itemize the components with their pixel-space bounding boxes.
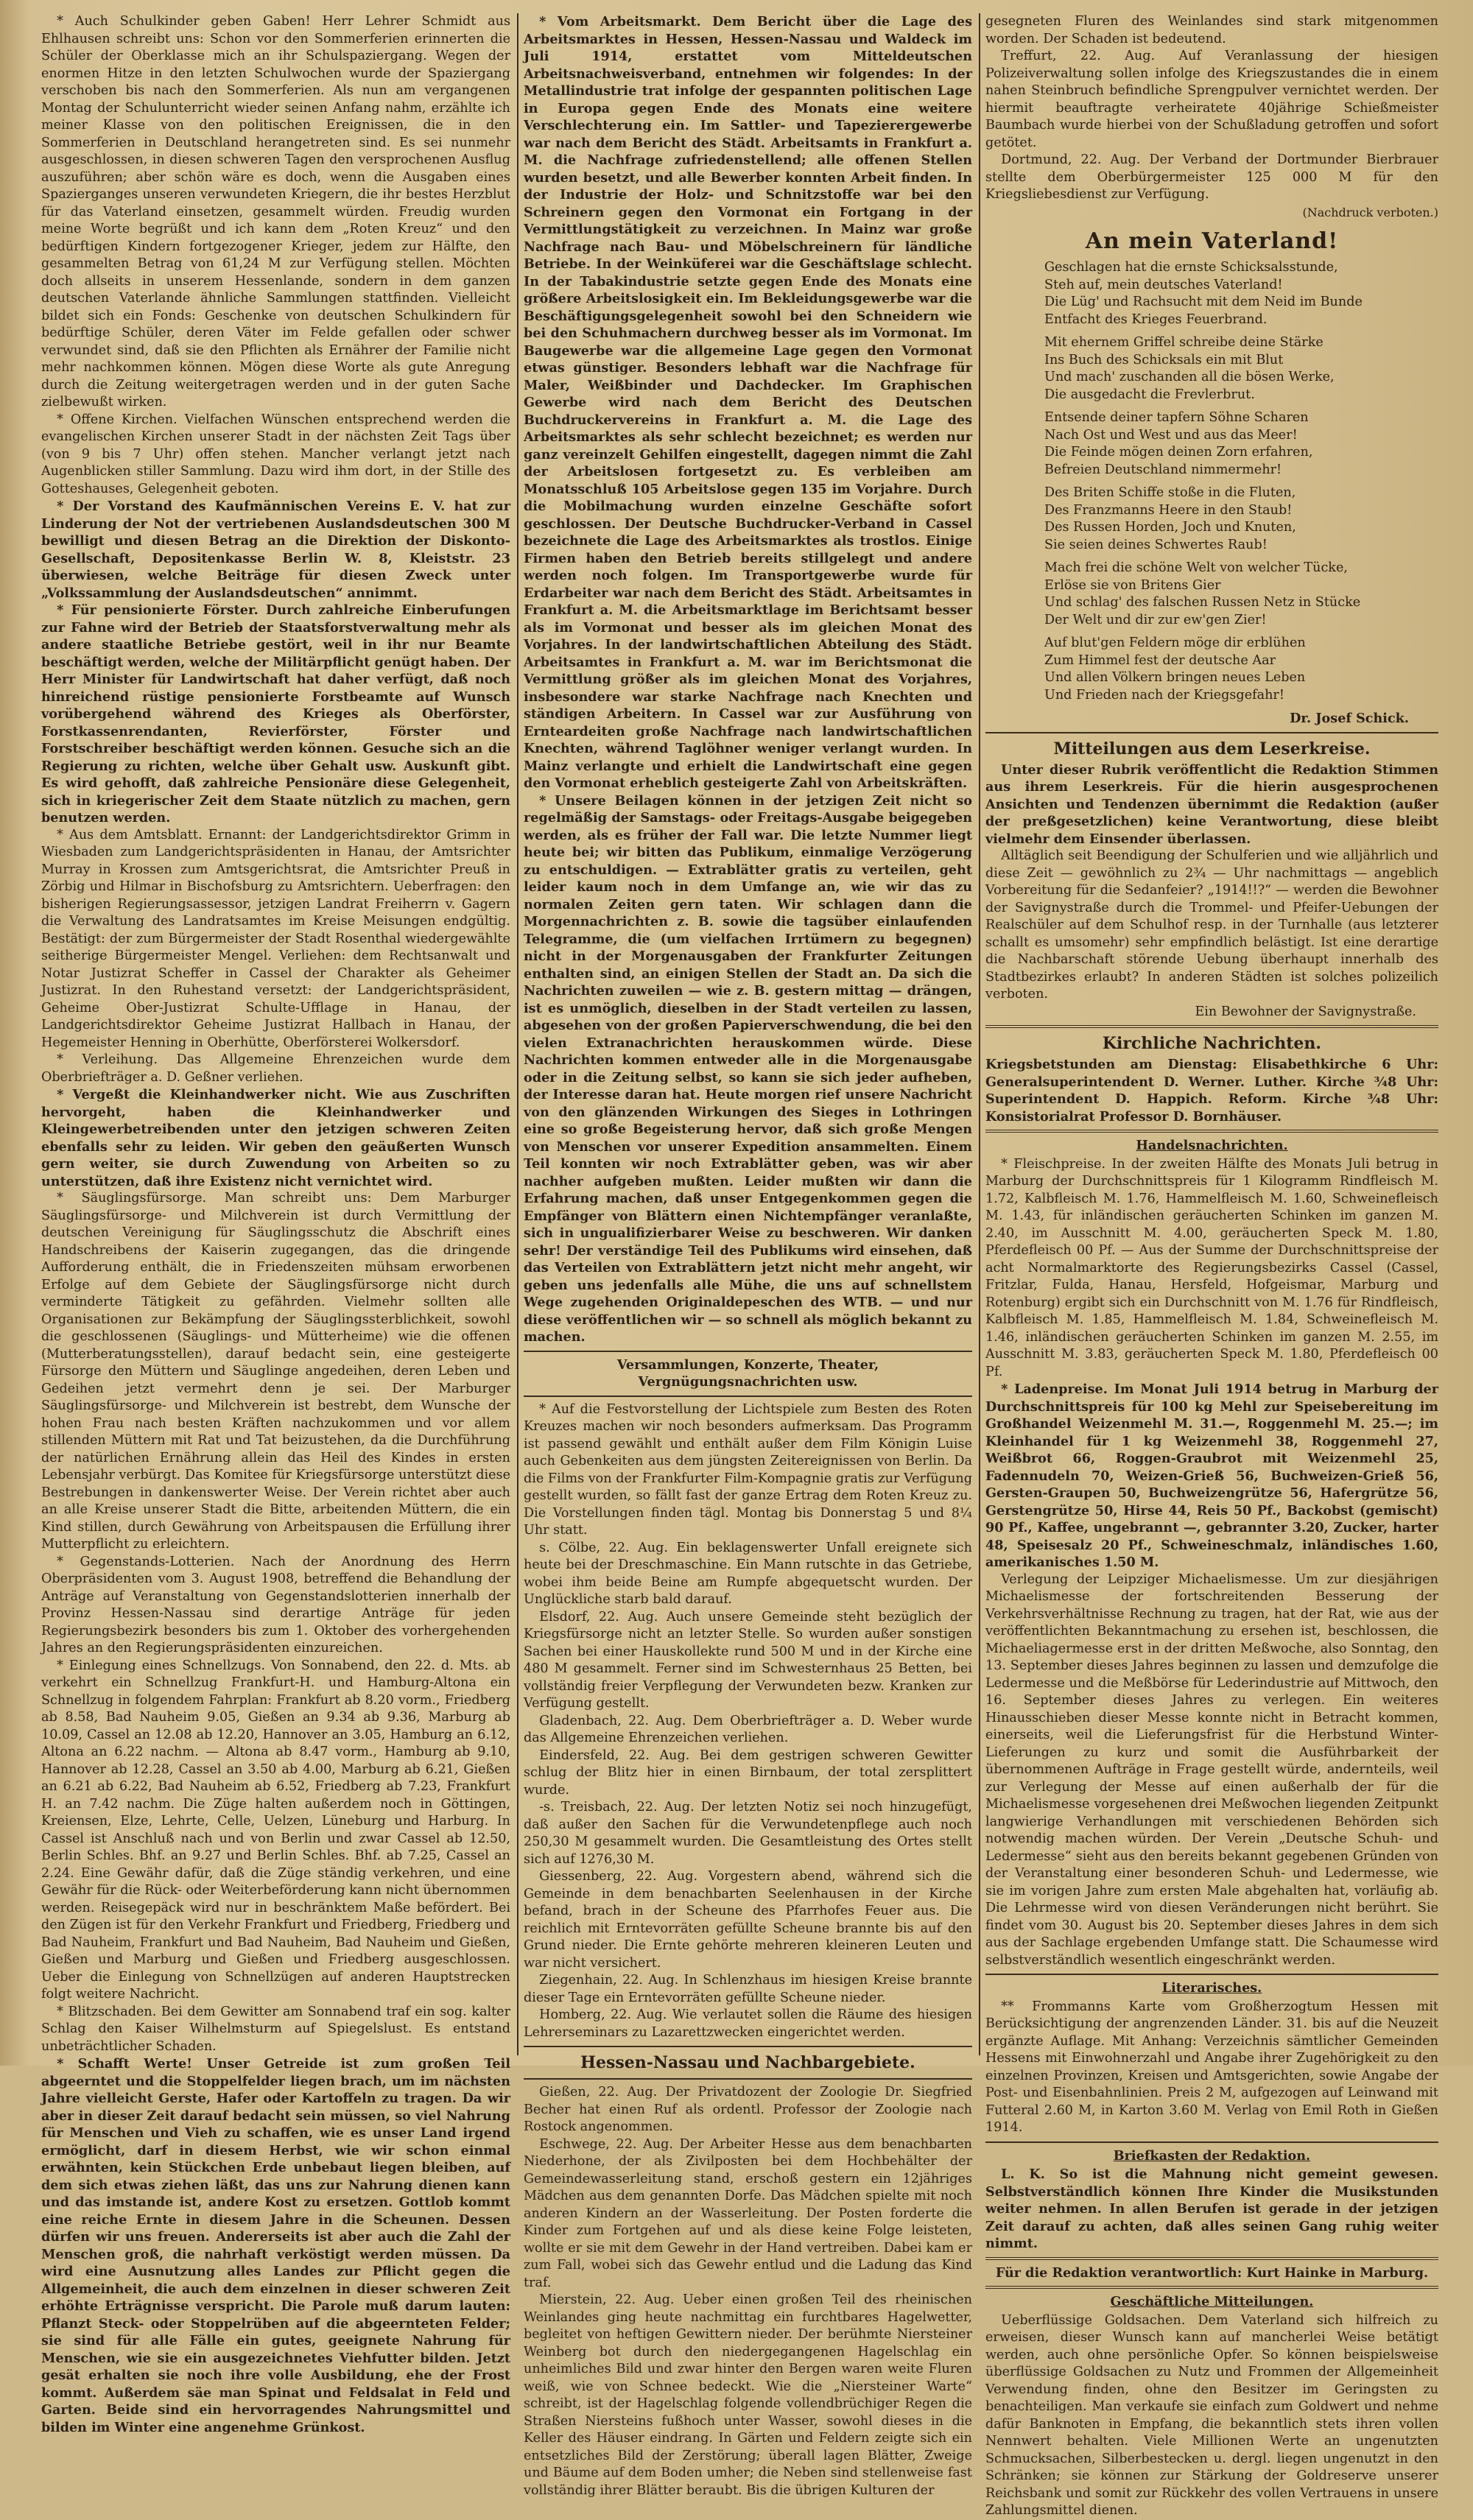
poem-stanza	[985, 560, 1438, 629]
poem-stanza	[985, 259, 1438, 328]
poem-author: Dr. Josef Schick.	[1290, 711, 1409, 726]
article-arbeitsmarkt: * Vom Arbeitsmarkt. Dem Bericht über die Lage des Arbeitsmarktes in Hessen, Hessen-Nassau und Waldeck im Juli 1914, erstattet vom Mitteldeutschen Arbeitsnachweisverband, entnehmen wir folgendes: In der Metallindustrie trat infolge der gespannten politischen Lage in Europa gegen Ende des Monats eine weitere Verschlechterung ein. Im Sattler- und Tapezierergewerbe war nach dem Bericht des Städt. Arbeitsamts in Frankfurt a. M. die Nachfrage zufriedenstellend; alle offenen Stellen wurden besetzt, und alle Bewerber konnten Arbeit finden. In der Industrie der Holz- und Schnitzstoffe war bei den Schreinern gegen den Vormonat ein Fortgang in der Vermittlungstätigkeit zu verzeichnen. In Mainz war große Nachfrage nach Bau- und Möbelschreinern für ländliche Betriebe. In der Weinküferei war die Geschäftslage schlecht. In der Tabakindustrie setzte gegen Ende des Monats eine größere Arbeitslosigkeit ein. Im Bekleidungsgewerbe war die Beschäftigungsgelegenheit sowohl bei den Schneidern wie bei den Schuhmachern durchweg besser als im Vormonat. Im Baugewerbe war die allgemeine Lage gegen den Vormonat etwas günstiger. Besonders lebhaft war die Nachfrage für Maler, Weißbinder und Dachdecker. Im Graphischen Gewerbe wird nach dem Bericht des Deutschen Buchdruckervereins in Frankfurt a. M. die Lage des Arbeitsmarktes als sehr schlecht bezeichnet; es werden nur ganz vereinzelt Gehilfen eingestellt, dagegen nimmt die Zahl der Arbeitslosen fortgesetzt zu. Es verbleiben am Monatsschluß 105 Arbeitslose gegen 135 im Vorjahre. Durch die Mobilmachung wurden einzelne Geschäfte sofort geschlossen. Der Deutsche Buchdrucker-Verband in Cassel bezeichnete die Lage des Arbeitsmarktes als trostlos. Einige Firmen haben den Betrieb bereits stillgelegt und andere werden noch folgen. Im Transportgewerbe wurde für Erdarbeiter war nach dem Bericht des Städt. Arbeitsamtes in Frankfurt a. M. die Arbeitsmarktlage im Berichtsamt besser als im Vormonat und besser als im gleichen Monat des Vorjahres. In der landwirtschaftlichen Abteilung des Städt. Arbeitsamtes in Frankfurt a. M. war im Berichtsmonat die Vermittlung größer als im gleichen Monat des Vorjahres, insbesondere war starke Nachfrage nach Knechten und ständigen Arbeitern. In Cassel war zur Ausführung von Ernteardeiten große Nachfrage nach landwirtschaftlichen Knechten, während Taglöhner weniger verlangt wurden. In Mainz verlangte und erhielt die Landwirtschaft eine gegen den Vormonat erheblich gesteigerte Zahl von Arbeitskräften.	[524, 14, 972, 791]
poem-stanza	[985, 485, 1438, 554]
poem-line: Ins Buch des Schicksals ein mit Blut	[1044, 352, 1284, 367]
poem-line: Und schlag' des falschen Russen Netz in Stücke	[1044, 595, 1361, 610]
article-verleihung: * Verleihung. Das Allgemeine Ehrenzeichen wurde dem Oberbriefträger a. D. Geßner verliehen.	[41, 1052, 510, 1085]
article-offene-kirchen: * Offene Kirchen. Vielfachen Wünschen entsprechend werden die evangelischen Kirchen unserer Stadt in der nächsten Zeit Tags über (von 9 bis 7 Uhr) offen stehen. Mancher verlangt jetzt nach Augenblicken stiller Sammlung. Dazu wird ihm dort, in der Stille des Gotteshauses, Gelegenheit geboten.	[41, 412, 510, 496]
editor-note: Für die Redaktion verantwortlich: Kurt Hainke in Marburg.	[995, 2264, 1429, 2281]
poem-line: Steh auf, mein deutsches Vaterland!	[1044, 277, 1283, 292]
article-treisbach: -s. Treisbach, 22. Aug. Der letzten Notiz sei noch hinzugefügt, daß außer den Sachen für die Verwundetenpflege auch noch 250,30 M gesammelt wurden. Die Gesamtleistung des Ortes stellt sich auf 1276,30 M.	[524, 1800, 972, 1867]
article-blitzschaden: * Blitzschaden. Bei dem Gewitter am Sonnabend traf ein sog. kalter Schlag den Kaiser Wilhelmsturm auf Spiegelslust. Es entstand unbeträchtlicher Schaden.	[41, 2004, 510, 2054]
poem-line: Entfacht des Krieges Feuerbrand.	[1044, 312, 1268, 327]
poem-line: Die ausgedacht die Frevlerbrut.	[1044, 387, 1255, 402]
poem-line: Erlöse sie von Britens Gier	[1044, 577, 1221, 593]
article-ziegenhain: Ziegenhain, 22. Aug. In Schlenzhaus im hiesigen Kreise brannte dieser Tage ein Erntevorräten gefüllte Scheune nieder.	[524, 1973, 972, 2005]
briefkasten-text: L. K. So ist die Mahnung nicht gemeint gewesen. Selbstverständlich können Ihre Kinder die Musikstunden weiter nehmen. In allen Berufen ist gerade in der jetzigen Zeit darauf zu achten, daß alles seinen Gang ruhig weiter nimmt.	[985, 2167, 1438, 2251]
poem-stanza	[985, 334, 1438, 404]
divider	[985, 1130, 1438, 1133]
poem	[985, 259, 1438, 704]
section-heading-kirchliche: Kirchliche Nachrichten.	[1102, 1034, 1322, 1053]
article-schulkinder: * Auch Schulkinder geben Gaben! Herr Lehrer Schmidt aus Ehlhausen schreibt uns: Schon vor den Sommerferien erinnerten die Schüler der Oberklasse mich an ihr Schulspaziergang. Wegen der enormen Hitze in den letzten Schulwochen wurde der Spaziergang verschoben bis nach den Sommerferien. Als nun am vergangenen Montag der Schulunterricht wieder seinen Anfang nahm, erzählte ich meiner Klasse von den politischen Ereignissen, die in den Sommerferien in Deutschland herangetreten sind. Es sei nunmehr ausgeschlossen, in diesen schweren Tagen den versprochenen Ausflug auszuführen; aber schön wäre es doch, wenn die Ausgaben eines Spazierganges unseren verwundeten Kriegern, die ihr bestes Herzblut für das Vaterland einsetzen, gesammelt würden. Freudig wurden meine Worte begrüßt und ich kann dem „Roten Kreuz“ und den bedürftigen Kindern fortgezogener Krieger, jedem zur Hälfte, den gesammelten Betrag von 61,24 M zur Verfügung stellen. Möchten doch allseits in unserem Hessenlande, sondern in dem ganzen deutschen Vaterlande ähnliche Sammlungen stattfinden. Vielleicht bildet sich ein Fonds: Geschenke von deutschen Schulkindern für bedürftige Schüler, deren Väter im Felde gefallen oder schwer verwundet sind, daß sie den Pflichten als Ernährer der Familie nicht mehr nachkommen können. Mögen diese Worte als gute Anregung durch die Zeitung weitergetragen werden und in der guten Sache zielbewußt wirken.	[41, 14, 510, 409]
poem-line: Des Russen Horden, Joch und Knuten,	[1044, 520, 1296, 535]
divider	[524, 2046, 972, 2047]
kirche-text: Kriegsbetstunden am Dienstag: Elisabethkirche 6 Uhr: Generalsuperintendent D. Werner. Luther. Kirche ¾8 Uhr: Superintendent D. Happich. Reform. Kirche ¾8 Uhr: Konsistorialrat Professor D. Bornhäuser.	[985, 1057, 1438, 1125]
poem-stanza	[985, 635, 1438, 704]
poem-line: Sie seien deines Schwertes Raub!	[1044, 537, 1268, 552]
article-mierstein: Mierstein, 22. Aug. Ueber einen großen Teil des rheinischen Weinlandes ging heute nachmittag ein furchtbares Hagelwetter, begleitet von heftigen Gewittern nieder. Der berühmte Niersteiner Weinberg bot durch den niedergegangenen Hagelschlag ein unheimliches Bild und zwar hinter den Bergen waren weite Fluren weiß, wie von Schnee bedeckt. Wie die „Niersteiner Warte“ schreibt, ist der Hagelschlag folgende vollendbrüchiger Regen die Straßen Niersteins fußhoch unter Wasser, sowohl dieses in die Keller des Häuser eindrang. In Gärten und Feldern zeigte sich ein entsetzliches Bild der Zerstörung; überall lagen Blätter, Zweige und Bäume auf dem Boden umher; die Neben sind stellenweise fast vollständig ihrer Blätter beraubt. Bis die übrigen Kulturen der	[524, 2292, 972, 2498]
section-heading-geschaeftlich: Geschäftliche Mitteilungen.	[1110, 2294, 1314, 2309]
divider	[985, 1974, 1438, 1975]
poem-line: Die Lüg' und Rachsucht mit dem Neid im Bunde	[1044, 295, 1363, 309]
article-eschwege: Eschwege, 22. Aug. Der Arbeiter Hesse aus dem benachbarten Niederhone, der als Zivilposten bei dem Hochbehälter der Gemeindewasserleitung stand, erschoß gestern ein 12jähriges Mädchen aus dem genannten Dorfe. Das Mädchen spielte mit noch anderen Kindern an der Wasserleitung. Der Posten forderte die Kinder zum Fortgehen auf und als diese keine Folge leisteten, wollte er sie mit dem Gewehr in der Hand vertreiben. Dabei kam er zum Fall, wobei sich das Gewehr entlud und die Ladung das Kind traf.	[524, 2136, 972, 2290]
poem-line: Mach frei die schöne Welt von welcher Tücke,	[1044, 560, 1348, 575]
section-heading-versammlungen: Versammlungen, Konzerte, Theater, Vergnügungsnachrichten usw.	[616, 1356, 879, 1390]
column-right	[985, 13, 1438, 2518]
poem-line: Und Frieden nach der Kriegsgefahr!	[1044, 687, 1284, 703]
poem-line: Und allen Völkern bringen neues Leben	[1044, 670, 1306, 685]
article-homberg: Homberg, 22. Aug. Wie verlautet sollen die Räume des hiesigen Lehrerseminars zu Lazarettzwecken eingerichtet werden.	[524, 2007, 972, 2040]
article-giessenberg: Giessenberg, 22. Aug. Vorgestern abend, während sich die Gemeinde in dem benachbarten Seelenhausen in der Kirche befand, brach in der Scheune des Pfarrhofes Feuer aus. Die reichlich mit Erntevorräten gefüllte Scheune brannte bis auf den Grund nieder. Die Ernte gehörte mehreren kleineren Leuten und war nicht versichert.	[524, 1869, 972, 1971]
column-rule	[517, 13, 518, 2055]
poem-line: Befreien Deutschland nimmermehr!	[1044, 462, 1282, 477]
leserkreis-disclaimer: Unter dieser Rubrik veröffentlicht die Redaktion Stimmen aus ihrem Leserkreis. Für die hierin ausgesprochenen Ansichten und Tendenzen übernimmt die Redaktion (außer der preßgesetzlichen) keine Verantwortung, diese bleibt vielmehr dem Einsender überlassen.	[985, 761, 1438, 847]
article-amtsblatt: * Aus dem Amtsblatt. Ernannt: der Landgerichtsdirektor Grimm in Wiesbaden zum Landgerichtspräsidenten in Hanau, der Amtsrichter Murray in Krossen zum Amtsgerichtsrat, die Amtsrichter Preuß in Zörbig und Hilmar in Bischofsburg zu Amtsrichtern. Ueberfragen: den bisherigen Regierungsassessor, jetzigen Landrat Freiherrn v. Gagern die Verwaltung des Landratsamtes im Kreise Meisungen endgültig. Bestätigt: der zum Bürgermeister der Stadt Rosenthal wiedergewählte seitherige Bürgermeister Mengel. Verliehen: dem Rechtsanwalt und Notar Justizrat Scheffer in Cassel der Charakter als Geheimer Justizrat. In den Ruhestand versetzt: der Landgerichtspräsident, Geheime Ober-Justizrat Schulte-Ufflage in Hanau, der Landgerichtsdirektor Geheime Justizrat Hallbach in Hanau, der Hegemeister Henning in Oberhütte, Oberförsterei Wolkersdorf.	[41, 827, 510, 1050]
poem-line: Des Briten Schiffe stoße in die Fluten,	[1044, 485, 1296, 500]
poem-line: Geschlagen hat die ernste Schicksalsstunde,	[1044, 260, 1338, 275]
article-gladenbach: Gladenbach, 22. Aug. Dem Oberbriefträger a. D. Weber wurde das Allgemeine Ehrenzeichen verliehen.	[524, 1713, 972, 1745]
section-heading-hessen-nassau: Hessen-Nassau und Nachbargebiete.	[580, 2053, 915, 2072]
section-heading-leserkreis: Mitteilungen aus dem Leserkreise.	[1053, 739, 1371, 759]
article-lotterien: * Gegenstands-Lotterien. Nach der Anordnung des Herrn Oberpräsidenten vom 3. August 1908, betreffend die Behandlung der Anträge auf Veranstaltung von Gegenstandslotterien innerhalb der Provinz Hessen-Nassau sind derartige Anträge für jeden Regierungsbezirk besonders bis zum 1. Oktober des vorhergehenden Jahres an den Regierungspräsidenten einzureichen.	[41, 1554, 510, 1655]
poem-line: Entsende deiner tapfern Söhne Scharen	[1044, 410, 1309, 425]
poem-line: Auf blut'gen Feldern möge dir erblühen	[1044, 636, 1306, 650]
section-heading-handel: Handelsnachrichten.	[1136, 1138, 1288, 1153]
literarisches-text: ** Frommanns Karte vom Großherzogtum Hessen mit Berücksichtigung der angrenzenden Länder. 31. bis auf die Neuzeit ergänzte Auflage. Mit Anhang: Verzeichnis sämtlicher Gemeinden Hessens mit Einwohnerzahl und Angabe ihrer Zugehörigkeit zu den einzelnen Provinzen, Kreisen und Amtsgerichten, sowie Angabe der Post- und Eisenbahnlinien. Preis 2 M, aufgezogen auf Leinwand mit Futteral 2.60 M, in Karton 3.60 M. Verlag von Emil Roth in Gießen 1914.	[985, 1999, 1438, 2135]
reprint-notice: (Nachdruck verboten.)	[1302, 205, 1438, 219]
column-rule	[979, 13, 980, 2055]
divider	[524, 2078, 972, 2080]
poem-line: Der Welt und dir zur ew'gen Zier!	[1044, 612, 1267, 627]
poem-line: Zum Himmel fest der deutsche Aar	[1044, 652, 1276, 668]
section-heading-literarisches: Literarisches.	[1161, 1980, 1262, 1996]
poem-title: An mein Vaterland!	[1085, 228, 1339, 254]
handel-ladenpreise: * Ladenpreise. Im Monat Juli 1914 betrug in Marburg der Durchschnittspreis für 100 kg Mehl zur Speisebereitung im Großhandel Weizenmehl M. 31.—, Roggenmehl M. 25.—; im Kleinhandel für 1 kg Weizenmehl 38, Roggenmehl 27, Weißbrot 66, Roggen-Graubrot mit Weizenmehl 25, Fadennudeln 70, Weizen-Grieß 56, Buchweizen-Grieß 56, Gersten-Graupen 50, Buchweizengrütze 56, Hafergrütze 56, Gerstengrütze 50, Hirse 44, Reis 50 Pf., Backobst (gemischt) 90 Pf., Kaffee, ungebrannt —, gebrannter 3.20, Zucker, harter 48, Speisesalz 20 Pf., Schweineschmalz, inländisches 1.60, amerikanisches 1.50 M.	[985, 1382, 1438, 1570]
divider	[524, 1351, 972, 1352]
handel-michaelismesse: Verlegung der Leipziger Michaelismesse. Um zur diesjährigen Michaelismesse der fortschreitenden Besserung der Verkehrsverhältnisse Rechnung zu tragen, hat der Rat, wie aus der veröffentlichten Bekanntmachung zu ersehen ist, beschlossen, die Michaeliagermesse erst in der dritten Meßwoche, also Sonntag, den 13. September dieses Jahres beginnen zu lassen und demzufolge die Ledermesse und die Meßbörse für Lederindustrie auf Mittwoch, den 16. September dieses Jahres zu verlegen. Ein weiteres Hinausschieben dieser Messe konnte nicht in Betracht kommen, einerseits, weil die Lieferungsfrist für die Herbstund Winter-Lieferungen zu kurz und somit die Ausführbarkeit der übernommenen Aufträge in Frage gestellt würde, andernteils, weil zur Verlegung der Messe auf einen außerhalb der für die Michaelismesse vorgesehenen drei Meßwochen liegenden Zeitpunkt langwierige Verhandlungen mit verschiedenen Behörden sich notwendig machen würden. Der Verein „Deutsche Schuh- und Ledermesse“ sieht aus den bereits bekannt gegebenen Gründen von der Veranstaltung einer besonderen Schuh- und Ledermesse, wie sie im vorigen Jahre zum ersten Male abgehalten hat, vorläufig ab. Die Lehrmesse wird von diesen Veränderungen nicht berührt. Sie findet vom 30. August bis 20. September dieses Jahres in dem sich aus der Sachlage ergebenden Umfange statt. Die Schaumesse wird selbstverständlich wesentlich eingeschränkt werden.	[985, 1572, 1438, 1968]
article-dortmund: Dortmund, 22. Aug. Der Verband der Dortmunder Bierbrauer stellte dem Oberbürgermeister 125 000 M für den Kriegsliebesdienst zur Verfügung.	[985, 152, 1438, 202]
article-treffurt: Treffurt, 22. Aug. Auf Veranlassung der hiesigen Polizeiverwaltung sollen infolge des Kriegszustandes die in einem nahen Steinbruch befindliche Sprengpulver vernichtet werden. Der hiermit beauftragte verheiratete 40jährige Schießmeister Baumbach wurde hierbei von der Schußladung getroffen und sofort getötet.	[985, 49, 1438, 150]
column-left	[41, 13, 510, 2435]
article-coelbe: s. Cölbe, 22. Aug. Ein beklagenswerter Unfall ereignete sich heute bei der Dreschmaschine. Ein Mann rutschte in das Getriebe, wobei ihm beide Beine am Rumpfe abgequetscht wurden. Der Unglückliche starb bald darauf.	[524, 1540, 972, 1607]
geschaeftlich-text: Ueberflüssige Goldsachen. Dem Vaterland sich hilfreich zu erweisen, dieser Wunsch kann auf mancherlei Weise betätigt werden, auch ohne persönliche Opfer. So können beispielsweise überflüssige Goldsachen zu Nutz und Frommen der Allgemeinheit Verwendung finden, ohne den Besitzer im Geringsten zu benachteiligen. Man verkaufe sie einfach zum Goldwert und nehme dafür Banknoten in Empfang, die bekanntlich stets ihren vollen Nennwert behalten. Viele Millionen Werte an ungenutzten Schmucksachen, Silberbestecken u. dergl. liegen ungenutzt in den Schränken; sie können zur Stärkung der Goldreserve unserer Reichsbank und somit zur Rückkehr des vollen Vertrauens in unsere Zahlungsmittel dienen.	[985, 2312, 1438, 2518]
article-schnellzug: * Einlegung eines Schnellzugs. Von Sonnabend, den 22. d. Mts. ab verkehrt ein Schnellzug Frankfurt-H. und Hamburg-Altona ein Schnellzug in folgendem Fahrplan: Frankfurt ab 8.20 vorm., Friedberg ab 8.58, Bad Nauheim 9.05, Gießen an 9.34 ab 9.36, Marburg ab 10.09, Cassel an 12.08 ab 12.20, Hannover an 3.05, Hamburg an 6.12, Altona an 6.22 nachm. — Altona ab 8.47 vorm., Hamburg ab 9.10, Hannover ab 12.28, Cassel an 3.50 ab 4.00, Marburg ab 6.21, Gießen an 6.21 ab 6.22, Bad Nauheim ab 6.52, Friedberg ab 7.23, Frankfurt H. an 7.42 nachm. Die Züge halten außerdem noch in Göttingen, Kreiensen, Elze, Lehrte, Celle, Uelzen, Lüneburg und Harburg. In Cassel ist Anschluß nach und von Berlin und zwar Cassel ab 12.50, Berlin Schles. Bhf. an 9.27 und Berlin Schles. Bhf. ab 7.25, Cassel an 2.24. Eine Gewähr dafür, daß die Züge ständig verkehren, und eine Gewähr für die Rück- oder Weiterbeförderung kann nicht übernommen werden. Reisegepäck wird nur in beschränktem Maße befördert. Bei den Zügen ist für den Verkehr Frankfurt und Friedberg, Friedberg und Bad Nauheim, Frankfurt und Bad Nauheim, Bad Nauheim und Gießen, Gießen und Marburg und Gießen und Friedberg ausgeschlossen. Ueber die Einlegung von Schnellzügen auf anderen Hauptstrecken folgt weitere Nachricht.	[41, 1658, 510, 2002]
leserkreis-signature: Ein Bewohner der Savignystraße.	[1195, 1004, 1416, 1019]
divider	[985, 2257, 1438, 2260]
divider	[985, 2286, 1438, 2289]
divider	[524, 1395, 972, 1397]
divider	[985, 732, 1438, 733]
article-eindersfeld: Eindersfeld, 22. Aug. Bei dem gestrigen schweren Gewitter schlug der Blitz hier in einen Birnbaum, der total zersplittert wurde.	[524, 1748, 972, 1798]
article-lichtspiele: * Auf die Festvorstellung der Lichtspiele zum Besten des Roten Kreuzes machen wir noch besonders aufmerksam. Das Programm ist passend gewählt und enthält außer dem Film Königin Luise auch Gebenkeiten aus dem jüngsten Zeitereignissen von Berlin. Da die Films von der Frankfurter Film-Kompagnie gratis zur Verfügung gestellt wurden, so fällt fast der ganze Ertrag dem Roten Kreuz zu. Die Vorstellungen finden tägl. Montag bis Donnerstag 5 und 8¼ Uhr statt.	[524, 1401, 972, 1538]
poem-line: Mit ehernem Griffel schreibe deine Stärke	[1044, 335, 1323, 350]
poem-stanza	[985, 409, 1438, 479]
article-beilagen: * Unsere Beilagen können in der jetzigen Zeit nicht so regelmäßig der Samstags- oder Freitags-Ausgabe beigegeben werden, als es früher der Fall war. Die letzte Nummer liegt heute bei; wir bitten das Publikum, einmalige Verzögerung zu entschuldigen. — Extrablätter gratis zu verteilen, geht leider kaum noch in dem Umfange an, wie wir das zu normalen Zeiten gern taten. Wir schlagen dann die Morgennachrichten z. B. sowie die tagsüber einlaufenden Telegramme, die (um vielfachen Irrtümern zu begegnen) nicht in der Morgenausgaben der Frankfurter Zeitungen enthalten sind, an einigen Stellen der Stadt an. Da sich die Nachrichten zuweilen — wie z. B. gestern mittag — drängen, ist es unmöglich, dieselben in der Stadt verteilen zu lassen, abgesehen von der großen Papierverschwendung, die bei den vielen Extranachrichten herauskommen würde. Diese Nachrichten kommen entweder alle in die Morgenausgabe oder in die Zeitung selbst, so kann sie sich jeder aufheben, der Interesse daran hat. Heute morgen rief unsere Nachricht von den glänzenden Wirkungen des Sieges in Lothringen eine so große Begeisterung hervor, daß sich große Mengen von Menschen vor unserer Expedition ansammelten. Einem Teil konnten wir noch Extrablätter geben, was wir aber nachher aufgeben mußten. Leider mußten wir dann die Erfahrung machen, daß unser Entgegenkommen gegen die Empfänger von Blättern einen Nichtempfänger veranlaßte, sich in ungualifizierbarer Weise zu beschweren. Wir danken sehr! Der verständige Teil des Publikums wird einsehen, daß das Verteilen von Extrablättern jetzt nicht mehr angeht, wir geben uns jedenfalls alle Mühe, die uns auf schnellstem Wege zugehenden Originaldepeschen des WTB. — und nur diese veröffentlichen wir — so schnell als möglich bekannt zu machen.	[524, 792, 972, 1345]
column-middle	[524, 13, 972, 2498]
poem-line: Die Feinde mögen deinen Zorn erfahren,	[1044, 445, 1313, 460]
handel-fleischpreise: * Fleischpreise. In der zweiten Hälfte des Monats Juli betrug in Marburg der Durchschnittspreis für 1 Kilogramm Rindfleisch M. 1.72, Kalbfleisch M. 1.76, Hammelfleisch M. 1.60, Schweinefleisch M. 1.43, für inländischen geräucherten Schinken im ganzen M. 2.40, im Ausschnitt M. 4.00, geräucherten Speck M. 1.80, Pferdefleisch 00 Pf. — Aus der Summe der Durchschnittspreise der acht Normalmarktorte des Regierungsbezirks Cassel (Cassel, Fritzlar, Fulda, Hanau, Hersfeld, Hofgeismar, Marburg und Rotenburg) ergibt sich ein Durchschnitt von M. 1.76 für Rindfleisch, Kalbfleisch M. 1.85, Hammelfleisch M. 1.84, Schweinefleisch M. 1.46, inländischen geräucherten Schinken im ganzen M. 2.55, im Ausschnitt M. 3.83, geräucherten Speck M. 1.80, Pferdefleisch 00 Pf.	[985, 1156, 1438, 1379]
article-kleinhandwerker: * Vergeßt die Kleinhandwerker nicht. Wie aus Zuschriften hervorgeht, haben die Kleinhandwerker und Kleingewerbetreibenden unter den jetzigen schweren Zeiten ebenfalls sehr zu leiden. Wir geben den geäußerten Wunsch gern weiter, sie durch Zuwendung von Arbeiten so zu unterstützen, daß ihre Existenz nicht vernichtet wird.	[41, 1087, 510, 1189]
section-heading-briefkasten: Briefkasten der Redaktion.	[1113, 2147, 1311, 2164]
divider	[985, 1025, 1438, 1028]
poem-line: Nach Ost und West und aus das Meer!	[1044, 427, 1298, 443]
article-giessen: Gießen, 22. Aug. Der Privatdozent der Zoologie Dr. Siegfried Becher hat einen Ruf als ordentl. Professor der Zoologie nach Rostock angenommen.	[524, 2085, 972, 2134]
poem-line: Des Franzmanns Heere in den Staub!	[1044, 502, 1293, 518]
article-foerster: * Für pensionierte Förster. Durch zahlreiche Einberufungen zur Fahne wird der Betrieb der Staatsforstverwaltung mehr als andere staatliche Betriebe gestört, weil in ihr nur Beamte beschäftigt werden, welche der Militärpflicht genügt haben. Der Herr Minister für Landwirtschaft hat daher verfügt, daß noch hinreichend rüstige pensionierte Forstbeamte auf Wunsch vorübergehend während des Krieges als Oberförster, Forstkassenrendanten, Revierförster, Förster und Forstschreiber beschäftigt werden können. Gesuche sich an die Regierung zu richten, welche über Gehalt usw. Auskunft gibt. Es wird gehofft, daß zahlreiche Pensionäre diese Gelegenheit, sich in kriegerischer Zeit dem Staate nützlich zu machen, gern benutzen werden.	[41, 602, 510, 826]
leserkreis-letter: Alltäglich seit Beendigung der Schulferien und wie alljährlich und diese Zeit — gewöhnlich zu 2¾ — Uhr nachmittags — angeblich Vorbereitung für die Sedanfeier? „1914!!?“ — werden die Bewohner der Savignystraße durch die Trommel- und Pfeifer-Uebungen der Realschüler auf dem Schulhof resp. in der Turnhalle (aus letzterer schallt es umsomehr) sehr empfindlich belästigt. Ist eine derartige die Nachbarschaft störende Uebung überhaupt innerhalb des Stadtbezirkes erlaubt? In anderen Städten ist solches polizeilich verboten.	[985, 848, 1438, 1002]
article-elsdorf: Elsdorf, 22. Aug. Auch unsere Gemeinde steht bezüglich der Kriegsfürsorge nicht an letzter Stelle. So wurden außer sonstigen Sachen bei einer Hauskollekte rund 500 M und in der Kirche eine 480 M gesammelt. Ferner sind im Schwesternhaus 25 Betten, bei vollständig freier Verpflegung der Verwundeten bezw. Kranken zur Verfügung gestellt.	[524, 1609, 972, 1711]
poem-line: Und mach' zuschanden all die bösen Werke,	[1044, 370, 1335, 384]
divider	[985, 2141, 1438, 2143]
article-kaufmaennischer-verein: * Der Vorstand des Kaufmännischen Vereins E. V. hat zur Linderung der Not der vertriebenen Auslandsdeutschen 300 M bewilligt und diesen Betrag an die Direktion der Diskonto-Gesellschaft, Depositenkasse Berlin W. 8, Kleiststr. 23 überwiesen, welche Beiträge für diesen Zweck unter „Volkssammlung der Auslandsdeutschen“ annimmt.	[41, 499, 510, 601]
article-schafft-werte: * Schafft Werte! Unser Getreide ist zum großen Teil abgeerntet und die Stoppelfelder liegen brach, um im nächsten Jahre vielleicht Gerste, Hafer oder Kartoffeln zu tragen. Da wir aber in dieser Zeit darauf bedacht sein müssen, so viel Nahrung für Menschen und Vieh zu schaffen, wie es unser Land irgend ermöglicht, darf in diesem Herbst, wie wir schon einmal erwähnten, kein Stückchen Erde unbebaut liegen bleiben, auf dem sich etwas ziehen läßt, das uns zur Nahrung dienen kann und das imstande ist, andere Kost zu ersetzen. Gottlob kommt eine reiche Ernte in diesem Jahre in die Scheunen. Dessen dürfen wir uns freuen. Andererseits ist aber auch die Zahl der Menschen groß, die nahrhaft verköstigt werden müssen. Da wird eine Ausnutzung alles Landes zur Pflicht gegen die Allgemeinheit, die auch dem einzelnen in dieser schweren Zeit erhöhte Erträgnisse verspricht. Die Parole muß darum lauten: Pflanzt Steck- oder Stoppelrüben auf die abgeernteten Felder; sie sind für alle Fälle ein gutes, geeignete Nahrung für Menschen, wie sie ein ausgezeichnetes Viehfutter bilden. Jetzt gesät erhalten sie noch ihre volle Ausbildung, ehe der Frost kommt. Außerdem säe man Spinat und Feldsalat in Feld und Garten. Beide sind ein hervorragendes Nahrungsmittel und bilden im Winter eine angenehme Grünkost.	[41, 2056, 510, 2435]
article-saeuglingsfuersorge: * Säuglingsfürsorge. Man schreibt uns: Dem Marburger Säuglingsfürsorge- und Milchverein ist durch Vermittlung der deutschen Vereinigung für Säuglingsschutz die Abschrift eines Handschreibens der Kaiserin zugegangen, das die dringende Aufforderung enthält, die in Friedenszeiten mühsam erworbenen Erfolge auf dem Gebiete der Säuglingsfürsorge nicht durch verminderte Tätigkeit zu gefährden. Vielmehr sollten alle Organisationen zur Bekämpfung der Säuglingssterblichkeit, sowohl die geschlossenen (Säuglings- und Mütterheime) wie die offenen (Mutterberatungsstellen), darauf bedacht sein, eine gesteigerte Fürsorge den Müttern und Säuglinge angedeihen, deren Leben und Gedeihen jetzt vermehrt denn je sei. Der Marburger Säuglingsfürsorge- und Milchverein ist bestrebt, dem Wunsche der hohen Frau nach besten Kräften nachzukommen und vor allem stillenden Müttern mit Rat und Tat beizustehen, da die Durchführung der natürlichen Ernährung allein das Heil des Kindes in ersten Lebensjahr verbürgt. Das Komitee für Kriegsfürsorge unterstützt diese Bestrebungen in dankenswerter Weise. Der Verein richtet aber auch an alle Kreise unserer Stadt die Bitte, arbeitenden Müttern, die ein Kind stillen, durch Gewährung von Arbeitspausen die Erfüllung ihrer Mutterpflicht zu erleichtern.	[41, 1191, 510, 1552]
article-weinland-cont: gesegneten Fluren des Weinlandes sind stark mitgenommen worden. Der Schaden ist bedeutend.	[985, 14, 1438, 46]
